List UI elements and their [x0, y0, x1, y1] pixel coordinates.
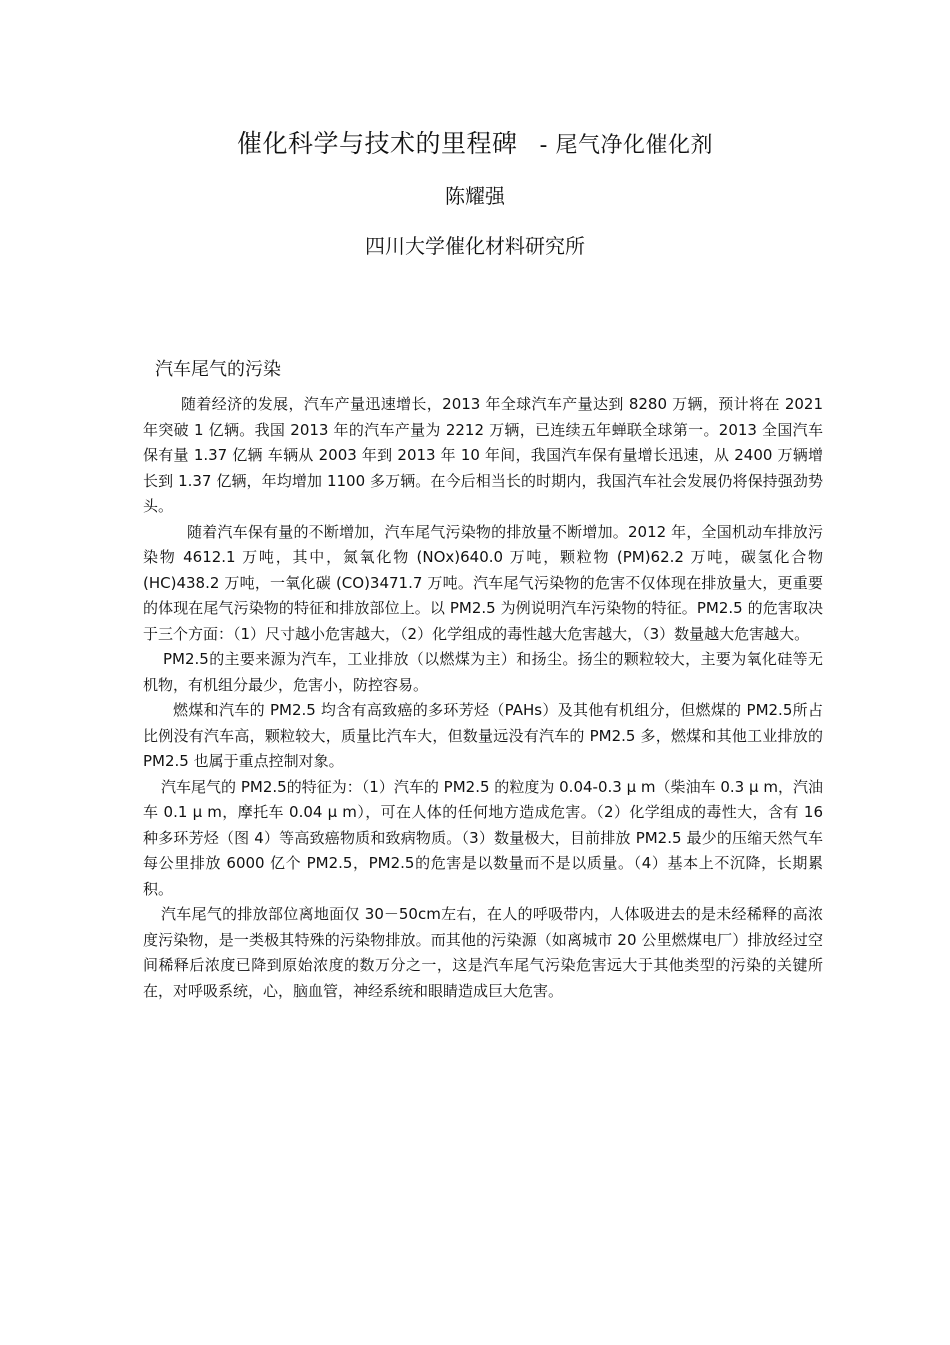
paragraph: 随着经济的发展，汽车产量迅速增长，2013 年全球汽车产量达到 8280 万辆，预计将在 2021 年突破 1 亿辆。我国 2013 年的汽车产量为 2212 万辆，已连续五年蝉联全球第一。2013 全国汽车保有量 1.37 亿辆 车辆从 2003 年到 2013 年 10 年间，我国汽车保有量增长迅速，从 2400 万辆增长到 1.37 亿辆，年均增加 1100 多万辆。在今后相当长的时期内，我国汽车社会发展仍将保持强劲势头。 [143, 395, 823, 515]
document-title [0, 124, 950, 160]
section-heading: 汽车尾气的污染 [155, 359, 281, 380]
author-affiliation: 四川大学催化材料研究所 [365, 234, 585, 258]
author-name: 陈耀强 [445, 184, 505, 208]
paragraph: 汽车尾气的排放部位离地面仅 30－50cm左右，在人的呼吸带内，人体吸进去的是未经稀释的高浓度污染物，是一类极其特殊的污染物排放。而其他的污染源（如离城市 20 公里燃煤电厂）排放经过空间稀释后浓度已降到原始浓度的数万分之一，这是汽车尾气污染危害远大于其他类型的污染的关键所在，对呼吸系统，心，脑血管，神经系统和眼睛造成巨大危害。 [143, 905, 823, 1000]
paragraph: 汽车尾气的 PM2.5的特征为：（1）汽车的 PM2.5 的粒度为 0.04-0.3 μ m（柴油车 0.3 μ m，汽油车 0.1 μ m，摩托车 0.04 μ m），可在人体的任何地方造成危害。（2）化学组成的毒性大，含有 16 种多环芳烃（图 4）等高致癌物质和致病物质。（3）数量极大，目前排放 PM2.5 最少的压缩天然气车每公里排放 6000 亿个 PM2.5，PM2.5的危害是以数量而不是以质量。（4）基本上不沉降，长期累积。 [143, 777, 823, 898]
body-text [143, 392, 823, 1004]
title-subtitle: - 尾气净化催化剂 [539, 133, 713, 158]
paragraph: 随着汽车保有量的不断增加，汽车尾气污染物的排放量不断增加。2012 年，全国机动车排放污染物 4612.1 万吨，其中，氮氧化物 (NOx)640.0 万吨，颗粒物 (PM)62.2 万吨，碳氢化合物 (HC)438.2 万吨，一氧化碳 (CO)3471.7 万吨。汽车尾气污染物的危害不仅体现在排放量大，更重要的体现在尾气污染物的特征和排放部位上。以 PM2.5 为例说明汽车污染物的特征。PM2.5 的危害取决于三个方面：（1）尺寸越小危害越大，（2）化学组成的毒性越大危害越大，（3）数量越大危害越大。 [143, 522, 823, 643]
title-main: 催化科学与技术的里程碑 [237, 129, 518, 158]
paragraph: PM2.5的主要来源为汽车，工业排放（以燃煤为主）和扬尘。扬尘的颗粒较大，主要为氧化硅等无机物，有机组分最少，危害小，防控容易。 [143, 650, 823, 694]
paragraph: 燃煤和汽车的 PM2.5 均含有高致癌的多环芳烃（PAHs）及其他有机组分，但燃煤的 PM2.5所占比例没有汽车高，颗粒较大，质量比汽车大，但数量远没有汽车的 PM2.5 多，燃煤和其他工业排放的 PM2.5 也属于重点控制对象。 [143, 701, 823, 770]
